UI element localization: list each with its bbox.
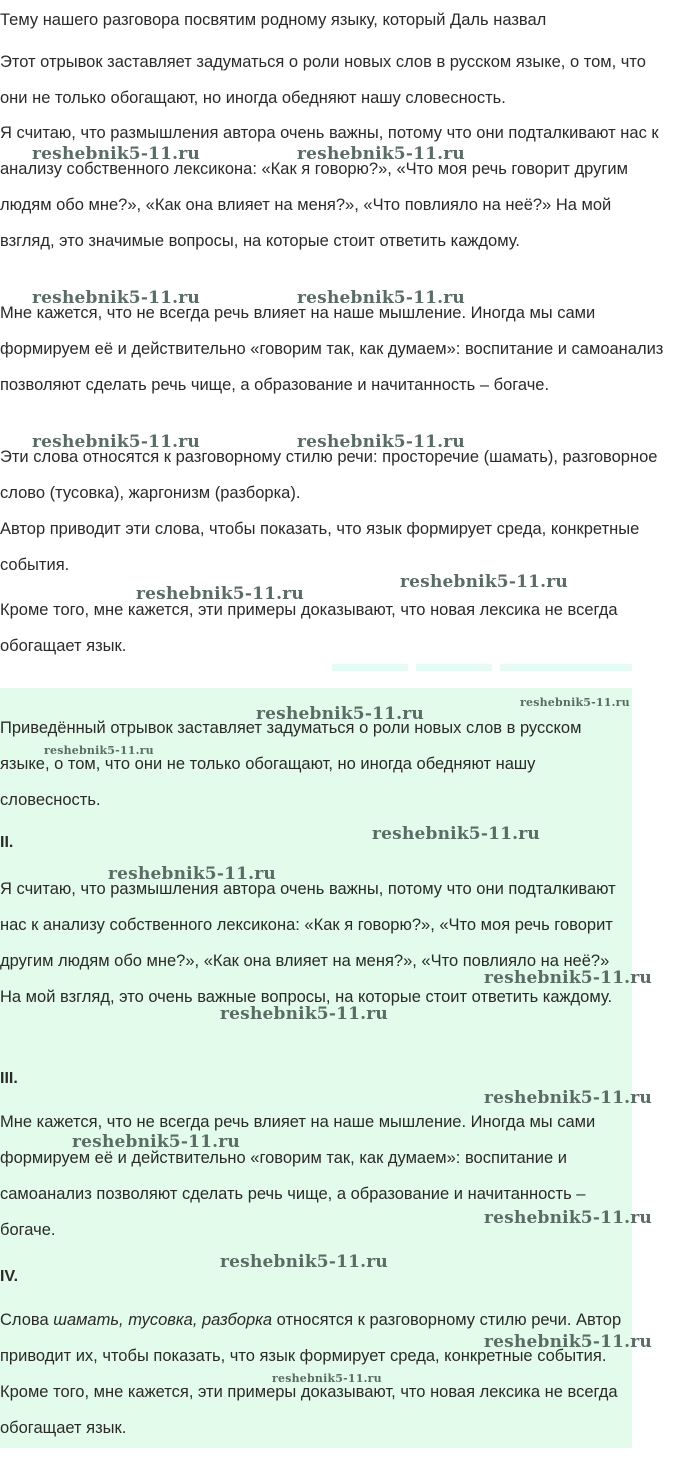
answer-text: относятся к разговорному стилю речи. Автор приводит их, чтобы показать, что язык формирует среда, конкретные события. Кроме того, мне кажется, эти примеры доказывают, что новая лексика не всегда обогащает язык. — [0, 1311, 622, 1437]
answer-paragraph-1: Приведённый отрывок заставляет задуматься о роли новых слов в русском языке, о том, что они не только обогащают, но иногда обедняют нашу словесность. — [0, 719, 582, 809]
watermark: reshebnik5-11.ru — [44, 744, 154, 757]
watermark: reshebnik5-11.ru — [372, 824, 540, 844]
watermark: reshebnik5-11.ru — [400, 572, 568, 592]
watermark: reshebnik5-11.ru — [297, 432, 465, 452]
divider-strip — [332, 664, 408, 671]
watermark: reshebnik5-11.ru — [297, 288, 465, 308]
watermark: reshebnik5-11.ru — [484, 1088, 652, 1108]
watermark: reshebnik5-11.ru — [484, 1332, 652, 1352]
section-number-3: III. — [0, 1070, 18, 1087]
paragraph-2: Я считаю, что размышления автора очень важны, потому что они подталкивают нас к анализу собственного лексикона: «Как я говорю?», «Что моя речь говорит другим людям обо мне?», «Как она влияет на меня?», «Что повлияло на неё?» На мой взгляд, это значимые вопросы, на которые стоит ответить каждому. — [0, 124, 659, 250]
watermark: reshebnik5-11.ru — [520, 696, 630, 709]
answer-paragraph-2: Я считаю, что размышления автора очень важны, потому что они подталкивают нас к анализу собственного лексикона: «Как я говорю?», «Что моя речь говорит другим людям обо мне?», «Как она влияет на меня?», «Что повлияло на неё?» На мой взгляд, это очень важные вопросы, на которые стоит ответить каждому. — [0, 880, 616, 1006]
watermark: reshebnik5-11.ru — [32, 432, 200, 452]
divider-strip — [416, 664, 492, 671]
watermark: reshebnik5-11.ru — [256, 704, 424, 724]
paragraph-6: Кроме того, мне кажется, эти примеры доказывают, что новая лексика не всегда обогащает язык. — [0, 601, 618, 655]
intro-heading: Тему нашего разговора посвятим родному языку, который Даль назвал — [0, 11, 547, 29]
watermark: reshebnik5-11.ru — [136, 584, 304, 604]
watermark: reshebnik5-11.ru — [484, 968, 652, 988]
watermark: reshebnik5-11.ru — [220, 1004, 388, 1024]
example-words: шамать, тусовка, разборка — [53, 1311, 273, 1329]
watermark: reshebnik5-11.ru — [108, 864, 276, 884]
watermark: reshebnik5-11.ru — [272, 1372, 382, 1385]
paragraph-5: Автор приводит эти слова, чтобы показать, что язык формирует среда, конкретные события. — [0, 520, 640, 574]
answer-paragraph-3: Мне кажется, что не всегда речь влияет на наше мышление. Иногда мы сами формируем её и действительно «говорим так, как думаем»: воспитание и самоанализ позволяют сделать речь чище, а образование и начитанность – богаче. — [0, 1113, 596, 1239]
section-number-4: IV. — [0, 1268, 19, 1285]
watermark: reshebnik5-11.ru — [32, 144, 200, 164]
paragraph-3: Мне кажется, что не всегда речь влияет на наше мышление. Иногда мы сами формируем её и действительно «говорим так, как думаем»: воспитание и самоанализ позволяют сделать речь чище, а образование и начитанность – богаче. — [0, 304, 664, 394]
watermark: reshebnik5-11.ru — [484, 1208, 652, 1228]
watermark: reshebnik5-11.ru — [32, 288, 200, 308]
section-number-2: II. — [0, 834, 14, 851]
answer-text: Слова — [0, 1311, 54, 1329]
watermark: reshebnik5-11.ru — [72, 1132, 240, 1152]
watermark: reshebnik5-11.ru — [220, 1252, 388, 1272]
watermark: reshebnik5-11.ru — [297, 144, 465, 164]
divider-strip — [500, 664, 632, 671]
paragraph-4: Эти слова относятся к разговорному стилю речи: просторечие (шамать), разговорное слово (тусовка), жаргонизм (разборка). — [0, 448, 658, 502]
paragraph-1: Этот отрывок заставляет задуматься о роли новых слов в русском языке, о том, что они не только обогащают, но иногда обедняют нашу словесность. — [0, 53, 646, 107]
